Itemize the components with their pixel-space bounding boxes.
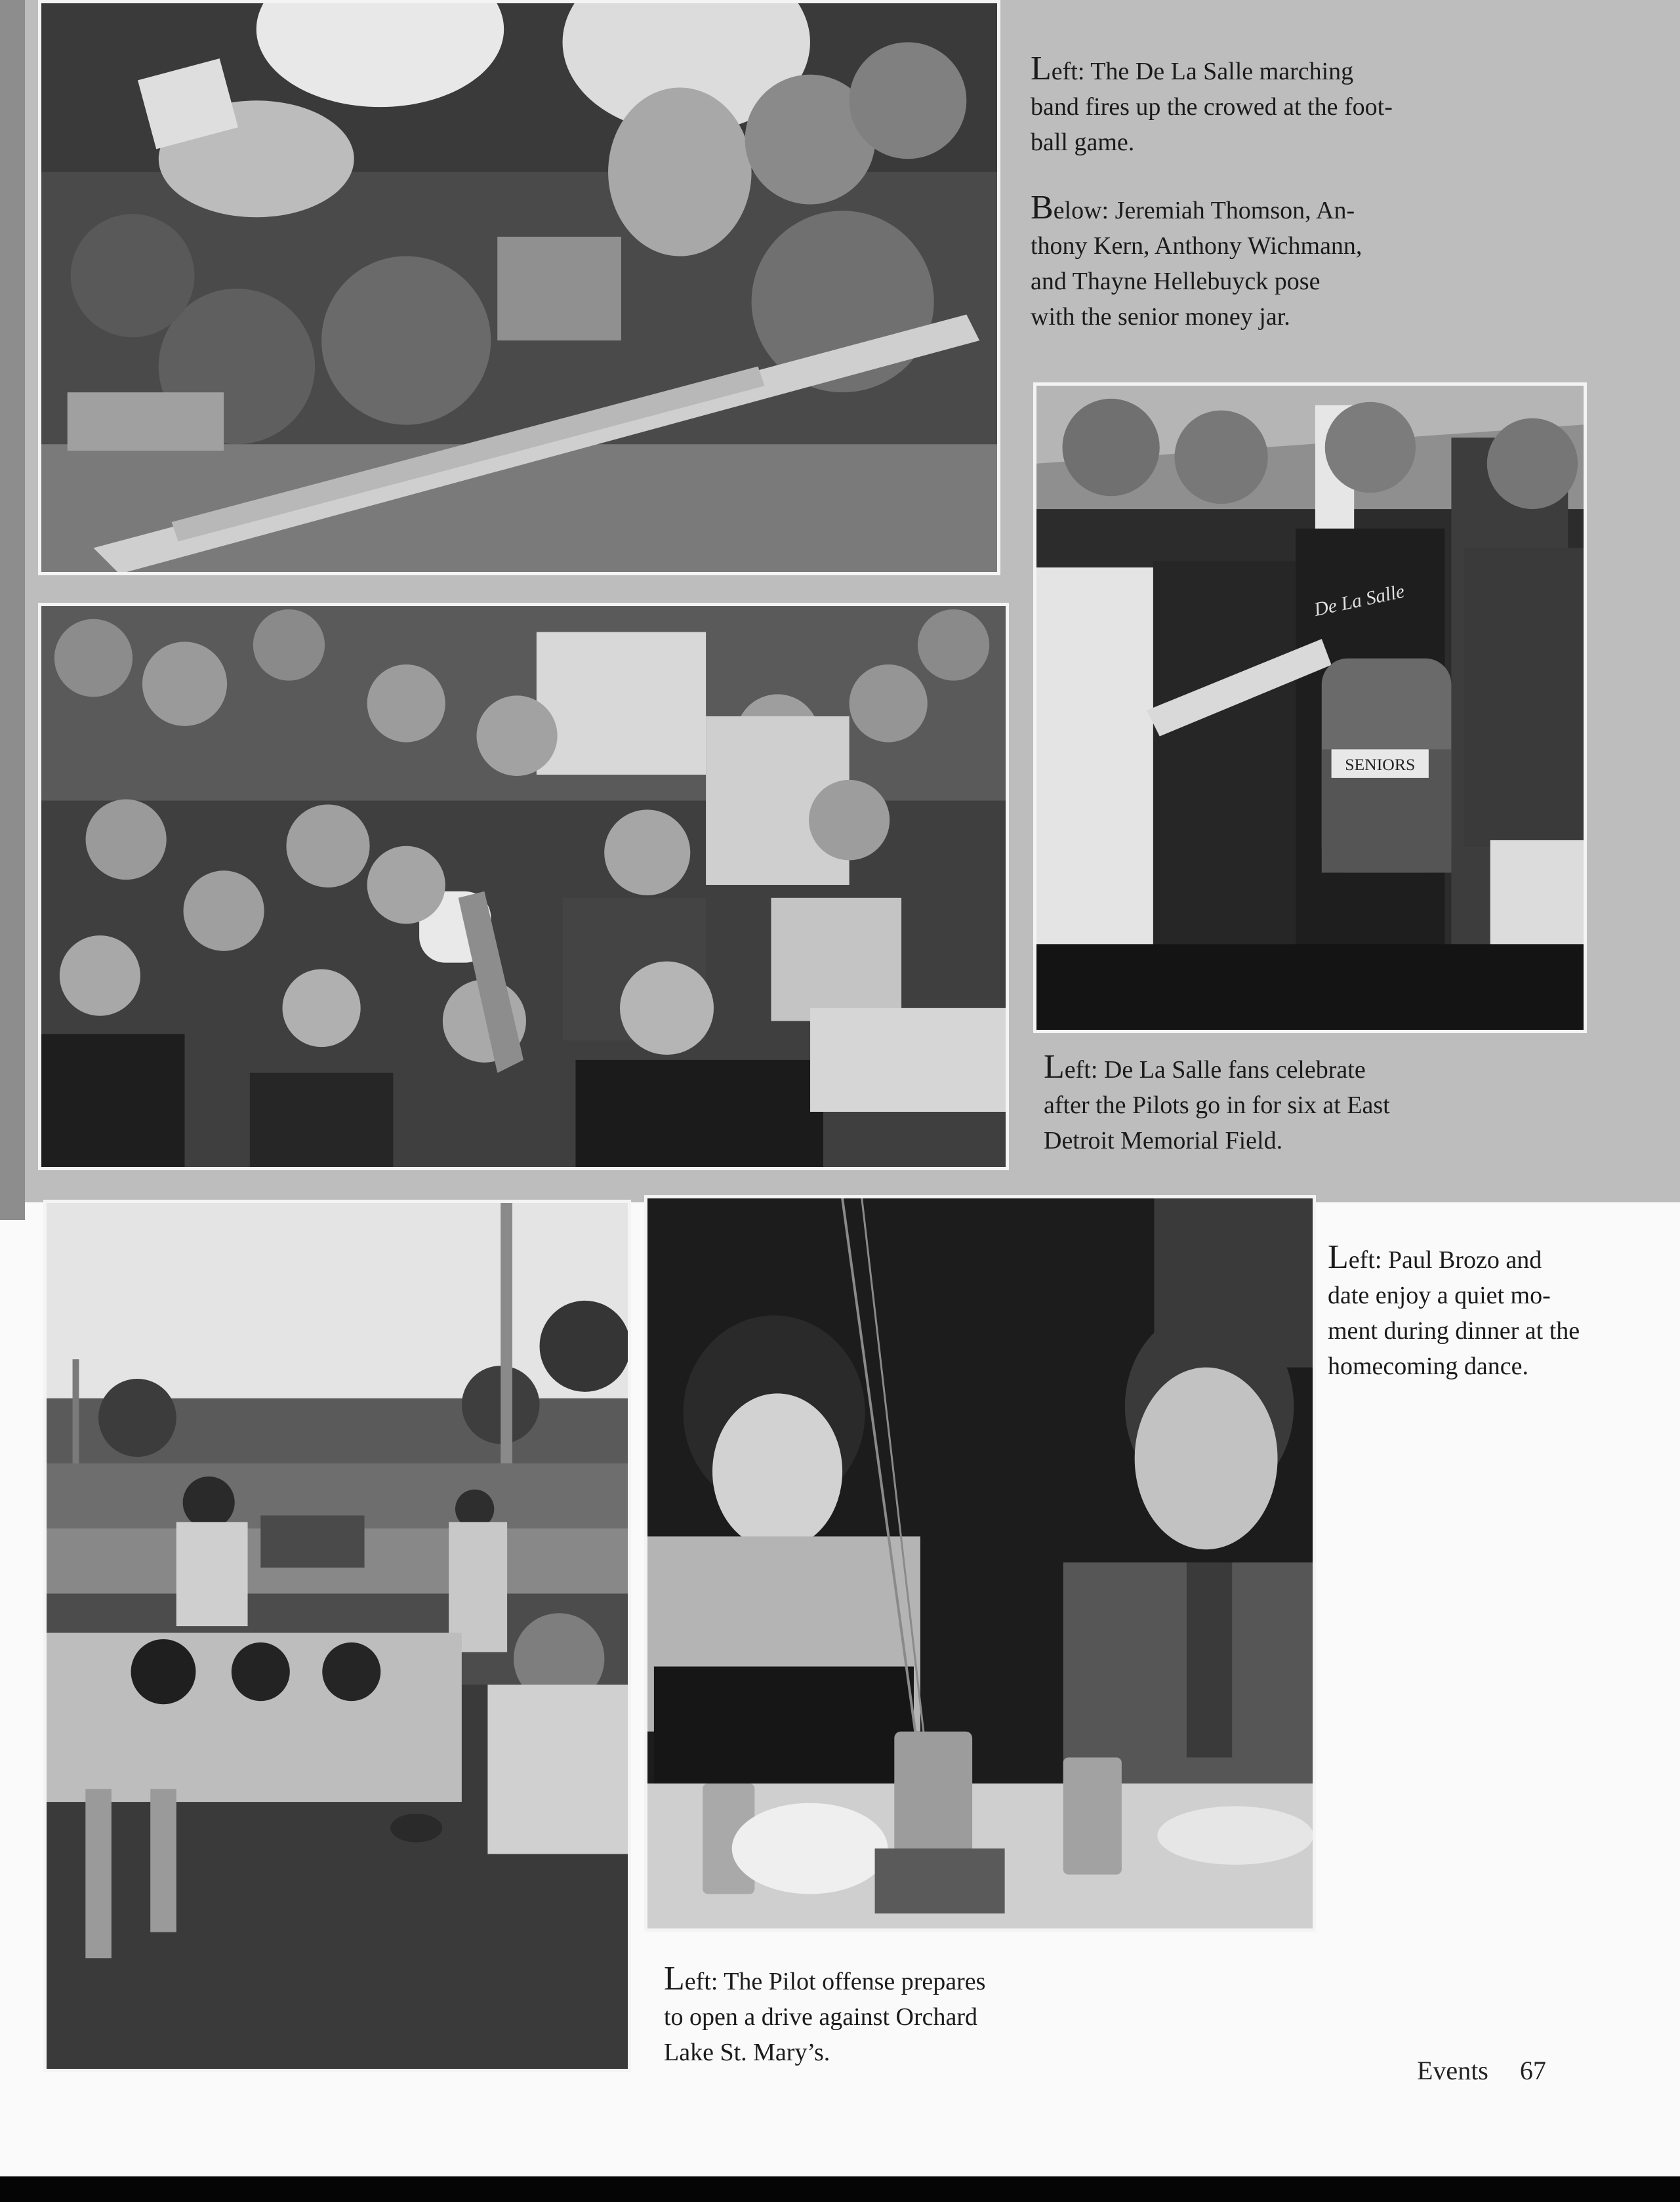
- senior-jar-caption-text: elow: Jeremiah Thomson, An- thony Kern, Anthony Wichmann, and Thayne Hellebuyck pose with the senior money jar.: [1031, 197, 1362, 331]
- shirt-text: De La Salle: [1312, 581, 1406, 621]
- senior-money-jar-photo: [1033, 382, 1587, 1033]
- dance-caption-dropcap: L: [1328, 1238, 1349, 1276]
- marching-band-photo: [38, 0, 1000, 575]
- dance-caption-text: eft: Paul Brozo and date enjoy a quiet mo- ment during dinner at the homecoming dance.: [1328, 1246, 1580, 1380]
- football-offense-photo: [43, 1200, 631, 2072]
- fans-caption-dropcap: L: [1044, 1048, 1065, 1086]
- offense-caption: [664, 1961, 1071, 2070]
- page-number: 67: [1519, 2056, 1546, 2085]
- section-name: Events: [1417, 2056, 1488, 2085]
- fans-caption: [1044, 1050, 1477, 1158]
- offense-caption-text: eft: The Pilot offense prepares to open a drive against Orchard Lake St. Mary’s.: [664, 1968, 986, 2066]
- band-caption: [1031, 51, 1437, 160]
- jar-label-text: SENIORS: [1345, 755, 1416, 775]
- scan-bottom-edge: [0, 2176, 1680, 2202]
- senior-jar-caption-dropcap: B: [1031, 189, 1054, 226]
- fans-caption-text: eft: De La Salle fans celebrate after the Pilots go in for six at East Detroit Memorial Field.: [1044, 1056, 1390, 1154]
- band-caption-dropcap: L: [1031, 50, 1052, 87]
- band-caption-text: eft: The De La Salle marching band fires up the crowed at the foot- ball game.: [1031, 58, 1393, 156]
- offense-caption-dropcap: L: [664, 1960, 685, 1997]
- page-edge-shadow: [0, 0, 25, 1220]
- dance-caption: [1328, 1240, 1599, 1384]
- fans-celebrating-photo: [38, 603, 1009, 1170]
- homecoming-dinner-photo: [644, 1195, 1316, 1932]
- senior-jar-caption: [1031, 190, 1437, 335]
- page-footer: [1417, 2055, 1546, 2086]
